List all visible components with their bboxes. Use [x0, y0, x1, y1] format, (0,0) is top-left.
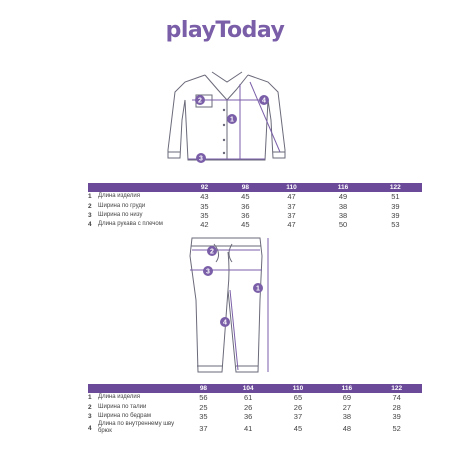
size-header: 122 [369, 183, 422, 192]
table-cell: 74 [392, 393, 401, 403]
row-number: 3 [88, 211, 92, 219]
table-cell: 39 [391, 201, 400, 211]
table-cell: 37 [293, 411, 303, 421]
table-cell: 45 [293, 423, 303, 433]
table-row [88, 220, 422, 229]
table-row [88, 192, 422, 201]
table-cell: 52 [392, 423, 401, 433]
size-header: 98 [225, 183, 266, 192]
table-cell: 26 [293, 402, 303, 412]
table-cell: 42 [200, 220, 209, 230]
row-number: 1 [88, 193, 92, 201]
table-cell: 37 [287, 210, 296, 220]
row-label: Длина изделия [98, 193, 140, 200]
size-header: 122 [371, 384, 422, 393]
table-cell: 49 [338, 192, 348, 202]
table-cell: 36 [241, 210, 250, 220]
table-cell: 47 [287, 220, 296, 230]
table-cell: 45 [241, 192, 250, 202]
pants-marker-1-label: 1 [256, 285, 260, 293]
row-number: 4 [88, 221, 92, 229]
size-header: 116 [317, 183, 368, 192]
table-row [88, 393, 422, 402]
table-cell: 38 [342, 411, 352, 421]
table-cell: 48 [342, 423, 352, 433]
table-cell: 35 [200, 210, 209, 220]
pants-marker-3-label: 3 [206, 268, 210, 276]
table-cell: 43 [200, 192, 209, 202]
size-header: 92 [184, 183, 225, 192]
table-row [88, 211, 422, 220]
table-cell: 36 [244, 411, 253, 421]
shirt-size-table [88, 183, 422, 230]
table-row [88, 402, 422, 411]
table-cell: 47 [287, 192, 296, 202]
table-cell: 38 [338, 210, 348, 220]
table-cell: 61 [244, 393, 253, 403]
table-cell: 53 [391, 220, 400, 230]
row-label: Длина изделия [98, 394, 140, 401]
table-cell: 28 [392, 402, 401, 412]
table-cell: 51 [391, 192, 400, 202]
table-cell: 38 [338, 201, 348, 211]
size-header: 98 [184, 384, 223, 393]
table-header-spacer [88, 384, 184, 393]
shirt-table-header [88, 183, 422, 192]
row-label: Ширина по груди [98, 202, 146, 209]
table-cell: 69 [342, 393, 352, 403]
table-cell: 65 [293, 393, 303, 403]
pants-marker-2-label: 2 [210, 248, 214, 256]
table-cell: 26 [244, 402, 253, 412]
shirt-marker-1-label: 1 [230, 116, 234, 124]
table-cell: 35 [200, 201, 209, 211]
pants-marker-4-label: 4 [223, 319, 227, 327]
table-cell: 39 [392, 411, 401, 421]
table-row [88, 201, 422, 210]
row-label: Длина по внутреннему шву брюк [98, 421, 175, 435]
row-number: 2 [88, 403, 92, 411]
table-row [88, 421, 422, 435]
table-cell: 37 [287, 201, 296, 211]
row-number: 4 [88, 424, 92, 432]
size-header: 110 [266, 183, 317, 192]
table-cell: 37 [199, 423, 208, 433]
row-label: Ширина по талии [98, 403, 147, 410]
size-header: 110 [273, 384, 322, 393]
table-cell: 35 [199, 411, 208, 421]
size-header: 104 [223, 384, 274, 393]
table-cell: 41 [244, 423, 253, 433]
table-cell: 36 [241, 201, 250, 211]
table-cell: 56 [199, 393, 208, 403]
shirt-marker-4-label: 4 [262, 97, 266, 105]
row-number: 3 [88, 412, 92, 420]
table-cell: 27 [342, 402, 352, 412]
table-cell: 50 [338, 220, 348, 230]
row-number: 2 [88, 202, 92, 210]
brand-logo: playToday [165, 18, 285, 43]
row-label: Ширина по бедрам [98, 412, 151, 419]
shirt-marker-3-label: 3 [199, 155, 203, 163]
shirt-marker-2-label: 2 [198, 97, 202, 105]
size-header: 116 [322, 384, 371, 393]
row-number: 1 [88, 394, 92, 402]
row-label: Ширина по низу [98, 211, 143, 218]
table-cell: 45 [241, 220, 250, 230]
pants-size-table [88, 384, 422, 435]
table-cell: 25 [199, 402, 208, 412]
pants-table-header [88, 384, 422, 393]
table-cell: 39 [391, 210, 400, 220]
row-label: Длина рукава с плечом [98, 221, 163, 228]
table-row [88, 412, 422, 421]
table-header-spacer [88, 183, 184, 192]
